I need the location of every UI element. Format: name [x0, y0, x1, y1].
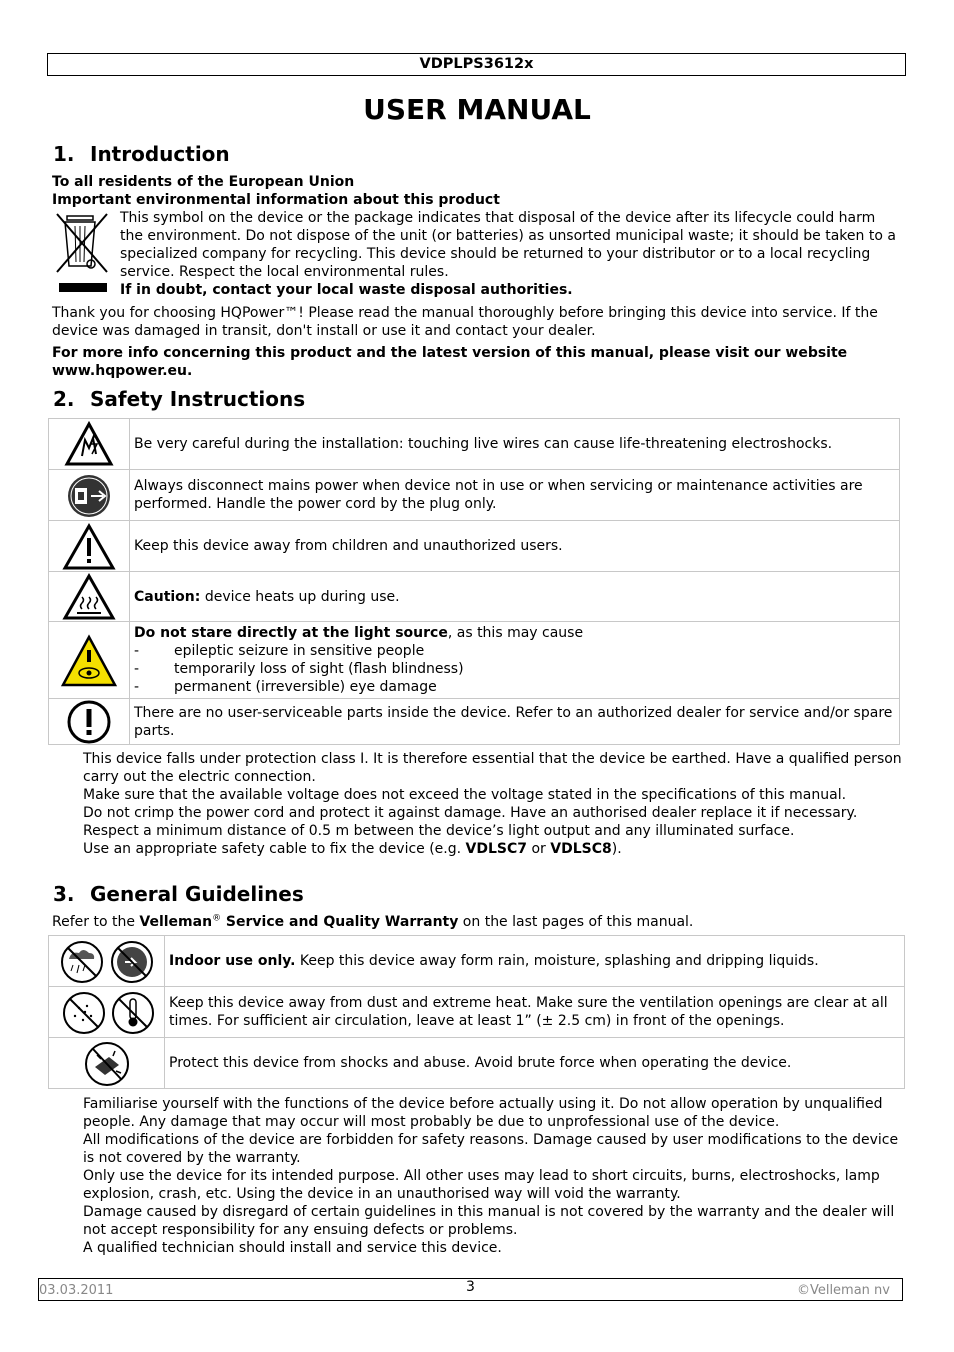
- safety-text: There are no user-serviceable parts inside the device. Refer to an authorized dealer for service and/or spare parts.: [130, 699, 900, 745]
- section-title: General Guidelines: [90, 882, 304, 906]
- safety-row: [49, 419, 900, 470]
- safety-row: [49, 521, 900, 572]
- caution-label: Caution:: [134, 588, 201, 605]
- light-warning-bold: Do not stare directly at the light source: [134, 625, 448, 641]
- guideline-row: [49, 1038, 905, 1089]
- no-rain-icon: [49, 937, 164, 986]
- section-title: Introduction: [90, 142, 230, 166]
- safety-row: [49, 470, 900, 521]
- list-item: This device falls under protection class I. It is therefore essential that the device be earthed. Have a qualified person carry out the electric connection.: [83, 751, 902, 785]
- exclamation-circle-icon: [49, 700, 129, 744]
- guidelines-table: [48, 935, 905, 1089]
- icon-cell: [49, 987, 165, 1038]
- list-item: All modifications of the device are forbidden for safety reasons. Damage caused by user modifications to the device is not covered by the warranty.: [83, 1132, 899, 1166]
- icon-cell: [49, 1038, 165, 1089]
- light-warning-text: , as this may cause: [447, 625, 584, 641]
- light-source-warning-icon: [49, 623, 129, 698]
- icon-cell: [49, 699, 130, 745]
- section-number: 2.: [53, 387, 75, 411]
- icon-cell: [49, 470, 130, 521]
- list-item: Use an appropriate safety cable to fix the device (e.g. VDLSC7 or VDLSC8).: [83, 841, 622, 857]
- safety-text: [130, 572, 900, 622]
- section-number: 3.: [53, 882, 75, 906]
- safety-text: Be very careful during the installation: touching live wires can cause life-threatening electroshocks.: [130, 419, 900, 470]
- footer-date: 03.03.2011: [39, 1283, 114, 1298]
- safety-text: Keep this device away from children and unauthorized users.: [130, 521, 900, 572]
- guideline-row: [49, 987, 905, 1038]
- hot-surface-icon: [49, 573, 129, 621]
- no-dust-no-heat-icon: [49, 988, 164, 1037]
- weee-bin-icon: [53, 210, 113, 295]
- document-title: USER MANUAL: [363, 93, 591, 126]
- icon-cell: [49, 622, 130, 699]
- section-heading-guidelines: [53, 881, 304, 907]
- section-title: Safety Instructions: [90, 387, 306, 411]
- model-header: VDPLPS3612x: [47, 53, 906, 76]
- guideline-text: Protect this device from shocks and abuse. Avoid brute force when operating the device.: [165, 1038, 905, 1089]
- weee-bold-text: If in doubt, contact your local waste disposal authorities.: [120, 282, 573, 298]
- warranty-reference: Refer to the Velleman® Service and Quality Warranty on the last pages of this manual.: [52, 913, 694, 930]
- section-heading-introduction: [53, 141, 230, 167]
- weee-text: This symbol on the device or the package indicates that disposal of the device after its lifecycle could harm the environment. Do not dispose of the unit (or batteries) as unsorted municipal waste; it should be taken to a specialized company for recycling. This device should be returned to your distributor or to a local recycling service. Respect the local environmental rules.: [120, 210, 896, 280]
- cable-model-a: VDLSC7: [465, 841, 528, 857]
- guidelines-list: [83, 1095, 903, 1257]
- more-info-paragraph: For more info concerning this product and the latest version of this manual, please visit our website www.hqpower.eu.: [52, 345, 848, 379]
- electroshock-hand-icon: [49, 420, 129, 469]
- list-item: Respect a minimum distance of 0.5 m between the device’s light output and any illuminated surface.: [83, 823, 795, 839]
- page-footer: [38, 1278, 903, 1301]
- list-item: A qualified technician should install and service this device.: [83, 1240, 502, 1256]
- brand-name: Velleman: [139, 914, 213, 930]
- page-number: 3: [466, 1279, 475, 1295]
- guideline-row: [49, 936, 905, 987]
- icon-cell: [49, 936, 165, 987]
- safety-row: [49, 622, 900, 699]
- thanks-paragraph: Thank you for choosing HQPower™! Please read the manual thoroughly before bringing this device into service. If the device was damaged in transit, don't install or use it and contact your dealer.: [52, 305, 878, 339]
- safety-text: Always disconnect mains power when device not in use or when servicing or maintenance activities are performed. Handle the power cord by the plug only.: [130, 470, 900, 521]
- indoor-label: Indoor use only.: [169, 953, 296, 969]
- list-item: - permanent (irreversible) eye damage: [134, 679, 437, 695]
- residents-line: To all residents of the European Union: [52, 174, 355, 190]
- list-item: Do not crimp the power cord and protect it against damage. Have an authorised dealer replace it if necessary.: [83, 805, 858, 821]
- safety-text: [130, 622, 900, 699]
- safety-list: [83, 750, 903, 858]
- section-heading-safety: [53, 386, 305, 412]
- caution-text: device heats up during use.: [200, 588, 400, 605]
- footer-copyright: ©Velleman nv: [796, 1283, 890, 1298]
- list-item: Make sure that the available voltage does not exceed the voltage stated in the specifications of this manual.: [83, 787, 847, 803]
- list-item: Damage caused by disregard of certain guidelines in this manual is not covered by the warranty and the dealer will not accept responsibility for any ensuing defects or problems.: [83, 1204, 895, 1238]
- section-number: 1.: [53, 142, 75, 166]
- icon-cell: [49, 521, 130, 572]
- list-item: Only use the device for its intended purpose. All other uses may lead to short circuits, burns, electroshocks, lamp explosion, crash, etc. Using the device in an unauthorised way will void the warranty.: [83, 1168, 880, 1202]
- list-item: - temporarily loss of sight (flash blindness): [134, 661, 464, 677]
- cable-model-b: VDLSC8: [550, 841, 612, 857]
- list-item: Familiarise yourself with the functions of the device before actually using it. Do not allow operation by unqualified people. Any damage that may occur will most probably be due to unprofessional use of the device.: [83, 1096, 883, 1130]
- env-info-line: Important environmental information about this product: [52, 192, 500, 208]
- disconnect-power-icon: [49, 471, 129, 520]
- guideline-text: Indoor use only. Keep this device away form rain, moisture, splashing and dripping liquids.: [165, 936, 905, 987]
- list-item: - epileptic seizure in sensitive people: [134, 643, 425, 659]
- safety-row: [49, 699, 900, 745]
- no-shock-icon: [49, 1039, 164, 1088]
- icon-cell: [49, 572, 130, 622]
- icon-cell: [49, 419, 130, 470]
- guideline-text: Keep this device away from dust and extreme heat. Make sure the ventilation openings are clear at all times. For sufficient air circulation, leave at least 1” (± 2.5 cm) in front of the openings.: [165, 987, 905, 1038]
- safety-row: [49, 572, 900, 622]
- warning-exclamation-icon: [49, 522, 129, 571]
- safety-table: [48, 418, 900, 745]
